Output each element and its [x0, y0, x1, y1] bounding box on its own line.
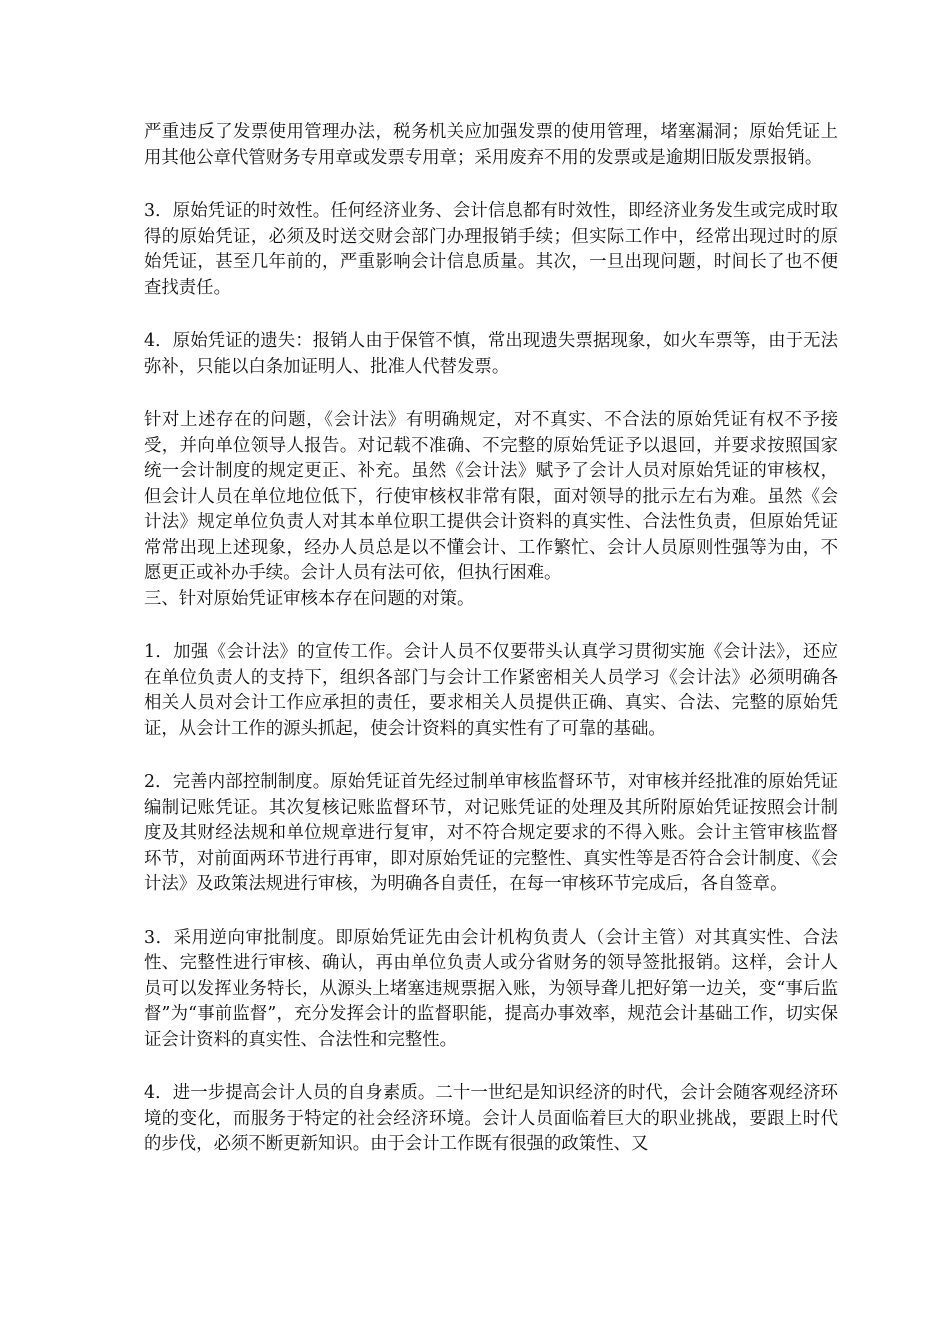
paragraph-spacer: [144, 742, 838, 770]
paragraph-spacer: [144, 612, 838, 640]
paragraph-accounting-law-issues: 针对上述存在的问题，《会计法》有明确规定，对不真实、不合法的原始凭证有权不予接受，并向单位领导人报告。对记载不准确、不完整的原始凭证予以退回，并要求按照国家统一会计制度的规定更正、补充。虽然《会计法》赋予了会计人员对原始凭证的审核权，但会计人员在单位地位低下，行使审核权非常有限，面对领导的批示左右为难。虽然《会计法》规定单位负责人对其本单位职工提供会计资料的真实性、合法性负责，但原始凭证常常出现上述现象，经办人员总是以不懂会计、工作繁忙、会计人员原则性强等为由，不愿更正或补办手续。会计人员有法可依，但执行困难。: [144, 410, 838, 583]
paragraph-timeliness: 3．原始凭证的时效性。任何经济业务、会计信息都有时效性，即经济业务发生或完成时取得的原始凭证，必须及时送交财会部门办理报销手续；但实际工作中，经常出现过时的原始凭证，甚至几年前的，严重影响会计信息质量。其次，一旦出现问题，时间长了也不便查找责任。: [144, 201, 838, 298]
paragraph-loss: 4．原始凭证的遗失：报销人由于保管不慎，常出现遗失票据现象，如火车票等，由于无法弥补，只能以白条加证明人、批准人代替发票。: [144, 331, 838, 377]
document-body: [144, 120, 838, 1158]
paragraph-spacer: [144, 301, 838, 329]
paragraph-spacer: [144, 898, 838, 926]
paragraph-spacer: [144, 1053, 838, 1081]
paragraph-spacer: [144, 171, 838, 199]
paragraph-invoice-violations: 严重违反了发票使用管理办法，税务机关应加强发票的使用管理，堵塞漏洞；原始凭证上用其他公章代管财务专用章或发票专用章；采用废弃不用的发票或是逾期旧版发票报销。: [144, 122, 838, 168]
paragraph-internal-control: 2．完善内部控制制度。原始凭证首先经过制单审核监督环节，对审核并经批准的原始凭证编制记账凭证。其次复核记账监督环节，对记账凭证的处理及其所附原始凭证按照会计制度及其财经法规和单位规章进行复审，对不符合规定要求的不得入账。会计主管审核监督环节，对前面两环节进行再审，即对原始凭证的完整性、真实性等是否符合会计制度、《会计法》及政策法规进行审核，为明确各自责任，在每一审核环节完成后，各自签章。: [144, 772, 838, 894]
section-heading-countermeasures: 三、针对原始凭证审核本存在问题的对策。: [144, 588, 475, 609]
paragraph-publicity: 1．加强《会计法》的宣传工作。会计人员不仅要带头认真学习贯彻实施《会计法》，还应在单位负责人的支持下，组织各部门与会计工作紧密相关人员学习《会计法》必须明确各相关人员对会计工作应承担的责任，要求相关人员提供正确、真实、合法、完整的原始凭证，从会计工作的源头抓起，使会计资料的真实性有了可靠的基础。: [144, 642, 838, 739]
paragraph-spacer: [144, 380, 838, 408]
paragraph-reverse-approval: 3．采用逆向审批制度。即原始凭证先由会计机构负责人（会计主管）对其真实性、合法性、完整性进行审核、确认，再由单位负责人或分省财务的领导签批报销。这样，会计人员可以发挥业务特长，从源头上堵塞违规票据入账，为领导聋儿把好第一边关，变“事后监督”为“事前监督”，充分发挥会计的监督职能，提高办事效率，规范会计基础工作，切实保证会计资料的真实性、合法性和完整性。: [144, 927, 838, 1050]
paragraph-staff-quality: 4．进一步提高会计人员的自身素质。二十一世纪是知识经济的时代，会计会随客观经济环境的变化，而服务于特定的社会经济环境。会计人员面临着巨大的职业挑战，要跟上时代的步伐，必须不断更新知识。由于会计工作既有很强的政策性、又: [144, 1083, 838, 1154]
